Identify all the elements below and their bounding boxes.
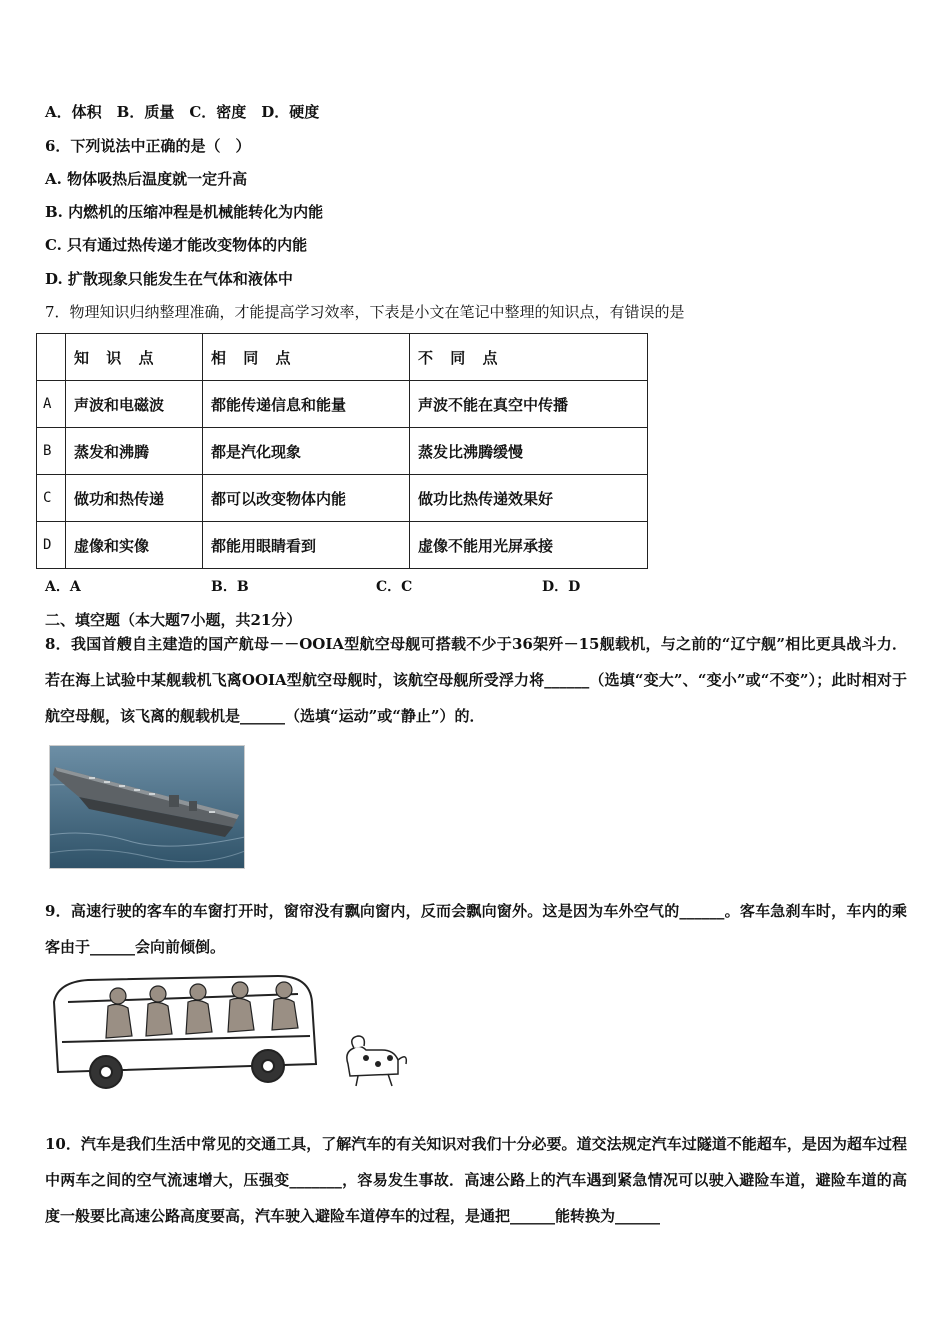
table-cell: C [37, 475, 66, 522]
table-row [37, 475, 648, 522]
q6-stem: 6．下列说法中正确的是（ ） [45, 137, 251, 155]
table-cell: 都可以改变物体内能 [203, 475, 410, 522]
q7-stem: 7．物理知识归纳整理准确，才能提高学习效率，下表是小文在笔记中整理的知识点，有错误的是 [45, 303, 685, 321]
q6-option-b: B. 内燃机的压缩冲程是机械能转化为内能 [45, 203, 324, 221]
table-header-row [37, 334, 648, 381]
q8-text: 8．我国首艘自主建造的国产航母－－OOIA型航空母舰可搭载不少于36架歼－15舰载机，与之前的“辽宁舰”相比更具战斗力．若在海上试验中某舰载机飞离OOIA型航空母舰时，该航空母舰所受浮力将______（选填“变大”、“变小”或“不变”）；此时相对于航空母舰，该飞离的舰载机是______（选填“运动”或“静止”）的． [45, 635, 907, 725]
q9-text: 9．高速行驶的客车的车窗打开时，窗帘没有飘向窗内，反而会飘向窗外。这是因为车外空气的______。客车急刹车时，车内的乘客由于______会向前倾倒。 [45, 902, 907, 956]
table-cell: A [37, 381, 66, 428]
table-cell: 都是汽化现象 [203, 428, 410, 475]
table-cell: 都能用眼睛看到 [203, 522, 410, 569]
table-cell: 虚像和实像 [66, 522, 203, 569]
knowledge-table [36, 333, 648, 569]
table-cell: 蒸发比沸腾缓慢 [410, 428, 648, 475]
table-row [37, 381, 648, 428]
table-header-cell: 相 同 点 [203, 334, 410, 381]
table-cell: 蒸发和沸腾 [66, 428, 203, 475]
table-cell: 都能传递信息和能量 [203, 381, 410, 428]
q5-options: A．体积 B．质量 C．密度 D．硬度 [45, 103, 320, 121]
section-title: 二、填空题（本大题7小题，共21分） [45, 611, 302, 629]
table-row [37, 428, 648, 475]
table-cell: 声波不能在真空中传播 [410, 381, 648, 428]
table-cell: D [37, 522, 66, 569]
q6-option-c: C. 只有通过热传递才能改变物体的内能 [45, 236, 308, 254]
table-cell: 虚像不能用光屏承接 [410, 522, 648, 569]
table-cell: 做功比热传递效果好 [410, 475, 648, 522]
table-cell: 做功和热传递 [66, 475, 203, 522]
q7-option-a: A．A [45, 579, 81, 595]
table-header-cell [37, 334, 66, 381]
bus-cartoon-image [48, 972, 410, 1096]
table-row [37, 522, 648, 569]
q6-option-d: D. 扩散现象只能发生在气体和液体中 [45, 270, 293, 288]
q7-option-d: D．D [542, 579, 581, 595]
table-cell: 声波和电磁波 [66, 381, 203, 428]
table-header-cell: 不 同 点 [410, 334, 648, 381]
q6-option-a: A. 物体吸热后温度就一定升高 [45, 170, 248, 188]
aircraft-carrier-image [49, 745, 245, 869]
q7-option-c: C．C [376, 579, 413, 595]
q10-text: 10．汽车是我们生活中常见的交通工具，了解汽车的有关知识对我们十分必要。道交法规定汽车过隧道不能超车，是因为超车过程中两车之间的空气流速增大，压强变_______，容易发生事故．高速公路上的汽车遇到紧急情况可以驶入避险车道，避险车道的高度一般要比高速公路高度要高，汽车驶入避险车道停车的过程，是通把______能转换为______ [45, 1135, 907, 1225]
q7-option-b: B．B [211, 579, 249, 595]
table-header-cell: 知 识 点 [66, 334, 203, 381]
table-cell: B [37, 428, 66, 475]
